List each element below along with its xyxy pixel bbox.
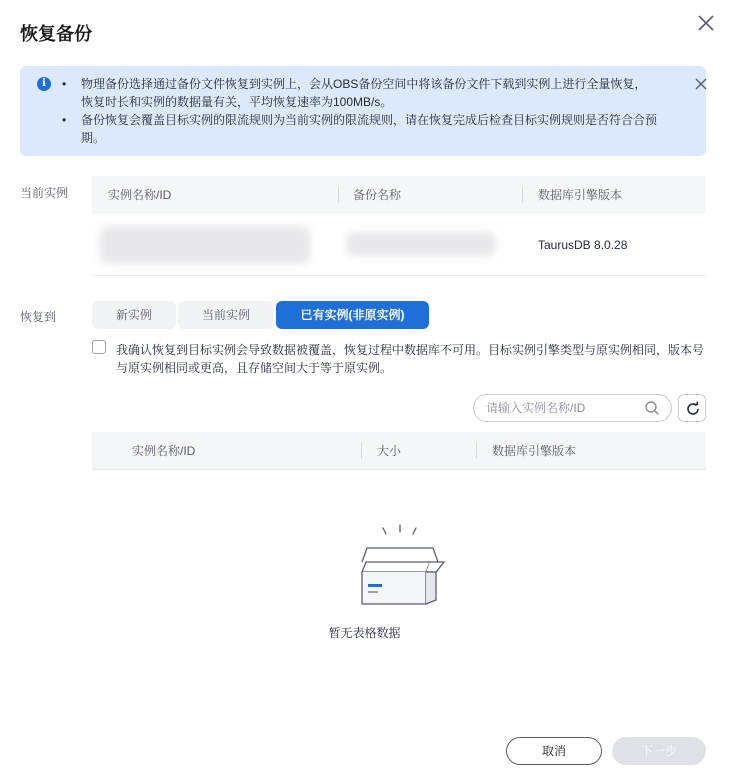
next-button[interactable]: 下一步	[612, 737, 706, 765]
column-header: 实例名称/ID	[108, 188, 172, 202]
column-header: 实例名称/ID	[132, 444, 196, 458]
target-instance-table	[92, 432, 706, 470]
table-header	[92, 176, 706, 214]
option-new-instance[interactable]: 新实例	[92, 301, 176, 329]
instance-search	[473, 394, 672, 422]
column-divider	[338, 187, 339, 203]
restore-to-label: 恢复到	[20, 310, 57, 324]
redacted-instance-name	[100, 226, 310, 264]
refresh-button[interactable]	[678, 394, 706, 422]
search-icon[interactable]	[644, 400, 660, 416]
refresh-icon	[685, 401, 701, 417]
column-divider	[522, 187, 523, 203]
column-header: 备份名称	[353, 188, 402, 202]
option-existing-instance[interactable]: 已有实例(非原实例)	[276, 301, 429, 329]
info-alert	[20, 66, 706, 156]
current-instance-table	[92, 176, 706, 276]
dialog-title: 恢复备份	[20, 24, 92, 44]
redacted-backup-name	[346, 232, 496, 256]
table-row	[92, 214, 706, 276]
alert-close-icon[interactable]	[694, 77, 708, 91]
alert-item: • 物理备份选择通过备份文件恢复到实例上，会从OBS备份空间中将该备份文件下载到实例上进行全量恢复，恢复时长和实例的数据量有关，平均恢复速率为100MB/s。	[62, 75, 657, 111]
confirm-checkbox[interactable]	[92, 340, 106, 354]
alert-item: • 备份恢复会覆盖目标实例的限流规则为当前实例的限流规则，请在恢复完成后检查目标实例规则是否符合合预期。	[62, 111, 657, 147]
column-header: 大小	[377, 444, 402, 458]
engine-version-cell: TaurusDB 8.0.28	[538, 238, 628, 252]
table-header	[92, 432, 706, 470]
option-current-instance[interactable]: 当前实例	[178, 301, 274, 329]
search-input[interactable]	[486, 399, 636, 417]
confirm-text: 我确认恢复到目标实例会导致数据被覆盖，恢复过程中数据库不可用。目标实例引擎类型与原实例相同，版本号与原实例相同或更高，且存储空间大于等于原实例。	[116, 343, 705, 375]
close-icon[interactable]	[695, 12, 717, 34]
alert-list	[62, 75, 657, 147]
info-icon: i	[37, 77, 51, 91]
column-divider	[361, 443, 362, 459]
empty-box-icon	[346, 524, 450, 610]
empty-table-text: 暂无表格数据	[328, 626, 401, 640]
cancel-button[interactable]: 取消	[506, 737, 602, 765]
column-header: 数据库引擎版本	[538, 188, 623, 202]
current-instance-label: 当前实例	[20, 186, 69, 200]
column-header: 数据库引擎版本	[492, 444, 577, 458]
column-divider	[476, 443, 477, 459]
